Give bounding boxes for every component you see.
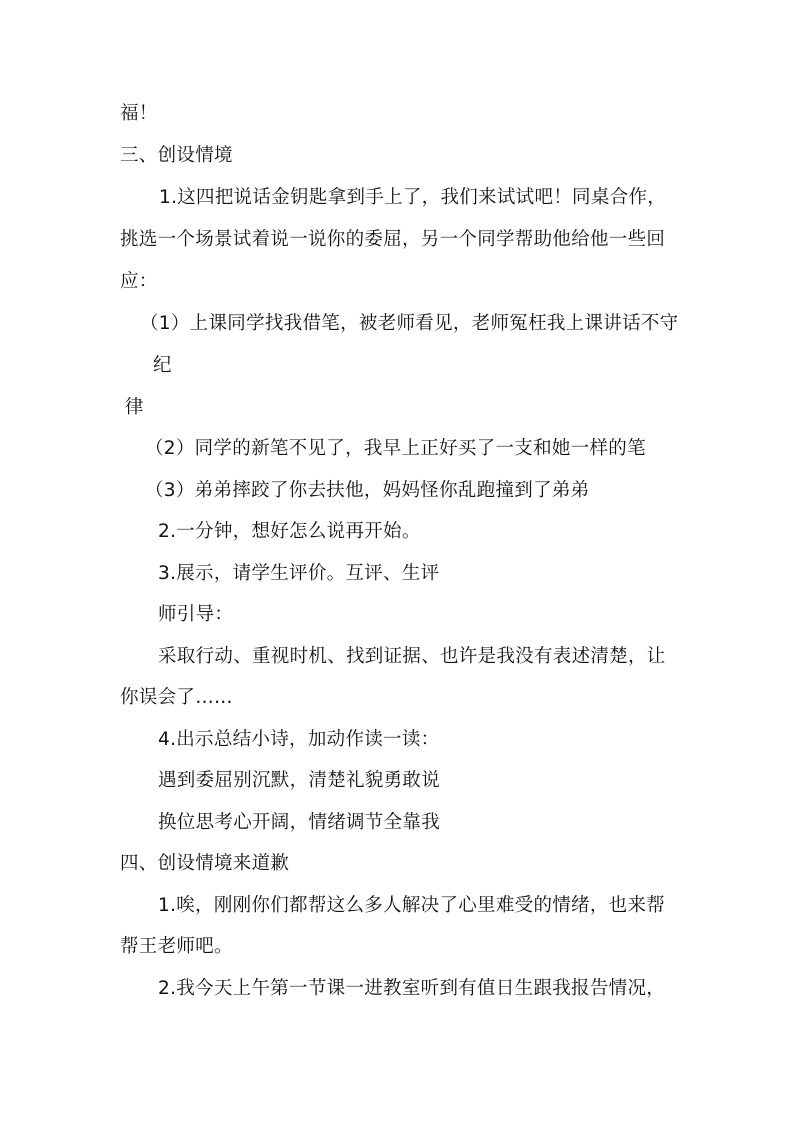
- paragraph-line: 2.我今天上午第一节课一进教室听到有值日生跟我报告情况，: [158, 978, 666, 999]
- paragraph-line: 3.展示，请学生评价。互评、生评: [158, 563, 440, 584]
- paragraph-line: 2.一分钟，想好怎么说再开始。: [158, 521, 421, 542]
- section-heading: 三、创设情境: [120, 145, 233, 166]
- text-line: 福！: [120, 103, 158, 124]
- poem-line: 遇到委屈别沉默，清楚礼貌勇敢说: [158, 770, 441, 791]
- list-item: （2）同学的新笔不见了，我早上正好买了一支和她一样的笔: [145, 438, 646, 459]
- paragraph-line: 你误会了……: [120, 687, 233, 708]
- paragraph-line: 1.唉，刚刚你们都帮这么多人解决了心里难受的情绪，也来帮: [158, 895, 666, 916]
- paragraph-line: 采取行动、重视时机、找到证据、也许是我没有表述清楚，让: [158, 646, 666, 667]
- list-item: （3）弟弟摔跤了你去扶他，妈妈怪你乱跑撞到了弟弟: [145, 480, 590, 501]
- list-item-continuation: 纪: [153, 355, 172, 376]
- list-item-continuation: 律: [125, 397, 144, 418]
- paragraph-line: 挑选一个场景试着说一说你的委屈，另一个同学帮助他给他一些回: [120, 229, 666, 250]
- poem-line: 换位思考心开阔，情绪调节全靠我: [158, 812, 441, 833]
- paragraph-line: 应：: [120, 271, 158, 292]
- paragraph-line: 4.出示总结小诗，加动作读一读：: [158, 729, 440, 750]
- paragraph-line: 师引导：: [158, 604, 234, 625]
- paragraph-line: 1.这四把说话金钥匙拿到手上了，我们来试试吧！同桌合作，: [159, 187, 667, 208]
- paragraph-line: 帮王老师吧。: [120, 936, 233, 957]
- list-item: （1）上课同学找我借笔，被老师看见，老师冤枉我上课讲话不守: [140, 313, 679, 334]
- section-heading: 四、创设情境来道歉: [120, 853, 290, 874]
